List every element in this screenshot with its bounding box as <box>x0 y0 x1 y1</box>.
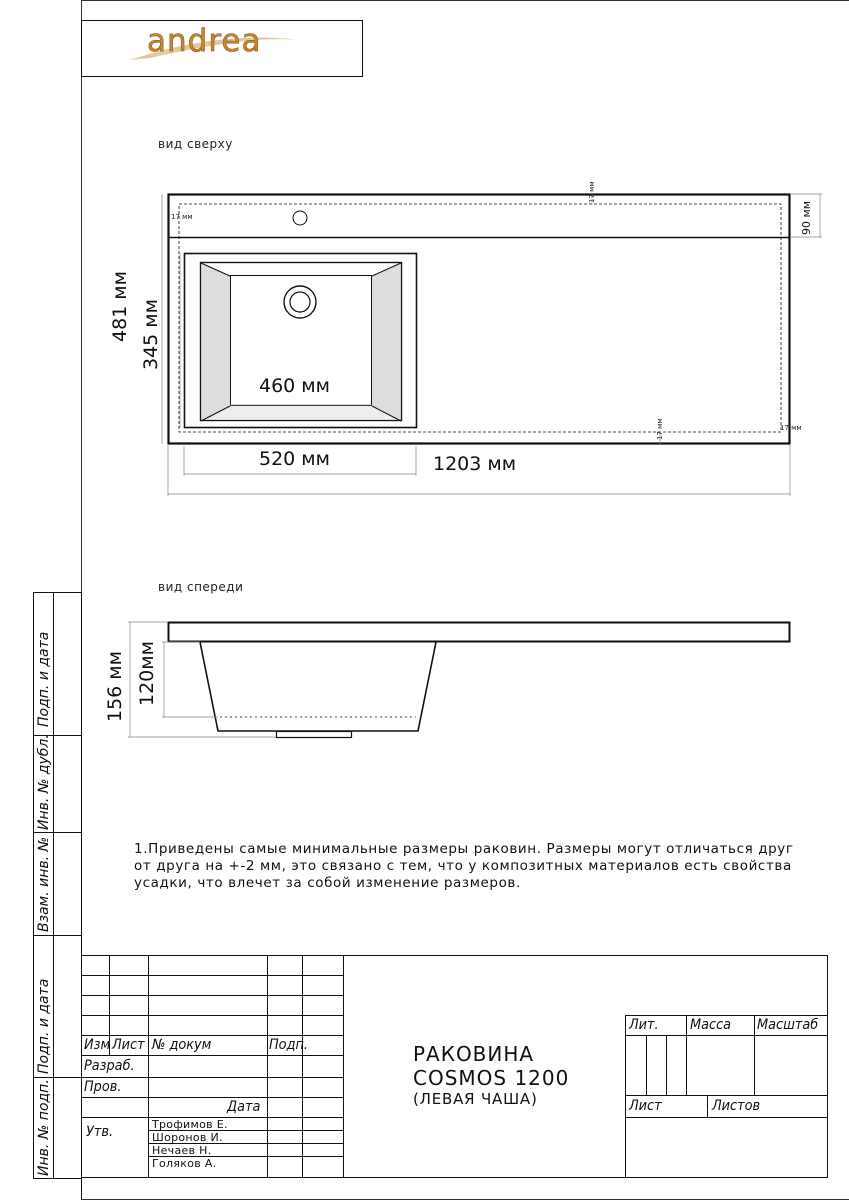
cell-scale: Масштаб <box>757 1017 819 1033</box>
name-row: Нечаев Н. <box>152 1144 212 1157</box>
cell-sheets: Листов <box>712 1098 761 1114</box>
dim-bowl-depth: 345 мм <box>140 299 162 370</box>
brand-logo: andrea <box>147 23 262 59</box>
front-view <box>169 623 790 738</box>
cell-lit: Лит. <box>629 1017 659 1033</box>
dim-offset-top: 17 мм <box>588 181 596 203</box>
cell-mass: Масса <box>690 1017 732 1033</box>
top-view-label: вид сверху <box>158 137 233 151</box>
name-row: Голяков А. <box>152 1157 217 1170</box>
dim-front-height: 156 мм <box>104 651 126 722</box>
dim-total-depth: 481 мм <box>109 271 131 342</box>
dim-front-bowl-height: 120мм <box>136 641 158 706</box>
side-stamp-cell: Инв. № подп. <box>36 1079 52 1176</box>
role-developed: Разраб. <box>84 1058 135 1074</box>
dim-offset-right: 17 мм <box>780 424 802 432</box>
side-stamp-cell: Подп. и дата <box>36 631 52 727</box>
faucet-hole <box>293 211 307 225</box>
name-row: Шоронов И. <box>152 1131 223 1144</box>
header-date: Дата <box>227 1099 261 1115</box>
dim-back-ledge: 90 мм <box>800 200 813 235</box>
side-stamp-cell: Инв. № дубл. <box>36 734 52 830</box>
drain-outer <box>284 286 316 318</box>
front-bowl <box>200 642 436 731</box>
front-countertop <box>169 623 790 642</box>
header-doc-no: № докум <box>152 1037 212 1053</box>
dim-offset-bottom: 17 мм <box>656 418 664 440</box>
product-subtitle: (ЛЕВАЯ ЧАША) <box>413 1090 538 1108</box>
dim-bowl-inner-width: 460 мм <box>259 375 330 397</box>
role-checked: Пров. <box>84 1079 122 1095</box>
product-title: РАКОВИНА <box>413 1042 535 1066</box>
front-view-label: вид спереди <box>158 580 244 594</box>
dim-bowl-outer-width: 520 мм <box>259 448 330 470</box>
dim-offset-left: 17 мм <box>171 213 193 221</box>
role-approved: Утв. <box>86 1124 114 1140</box>
dim-total-width: 1203 мм <box>433 453 517 475</box>
cell-sheet: Лист <box>629 1098 662 1114</box>
header-izm: Изм <box>84 1037 111 1053</box>
product-model: COSMOS 1200 <box>413 1066 570 1090</box>
dimension-note: 1.Приведены самые минимальные размеры раковин. Размеры могут отличаться друг от друга на +-2 мм, это связано с тем, что у композитных материалов есть свойства усадки, что влечет за собой изменение размеров. <box>134 841 794 891</box>
side-stamp-cell: Взам. инв. № <box>36 836 52 932</box>
name-row: Трофимов Е. <box>152 1118 228 1131</box>
header-sign: Подп. <box>269 1037 308 1053</box>
side-stamp-cell: Подп. и дата <box>36 978 52 1074</box>
drain-inner <box>290 292 310 312</box>
top-view <box>169 195 790 444</box>
front-drain <box>277 732 352 738</box>
header-list: Лист <box>112 1037 145 1053</box>
sheet-frame <box>82 1 849 1200</box>
